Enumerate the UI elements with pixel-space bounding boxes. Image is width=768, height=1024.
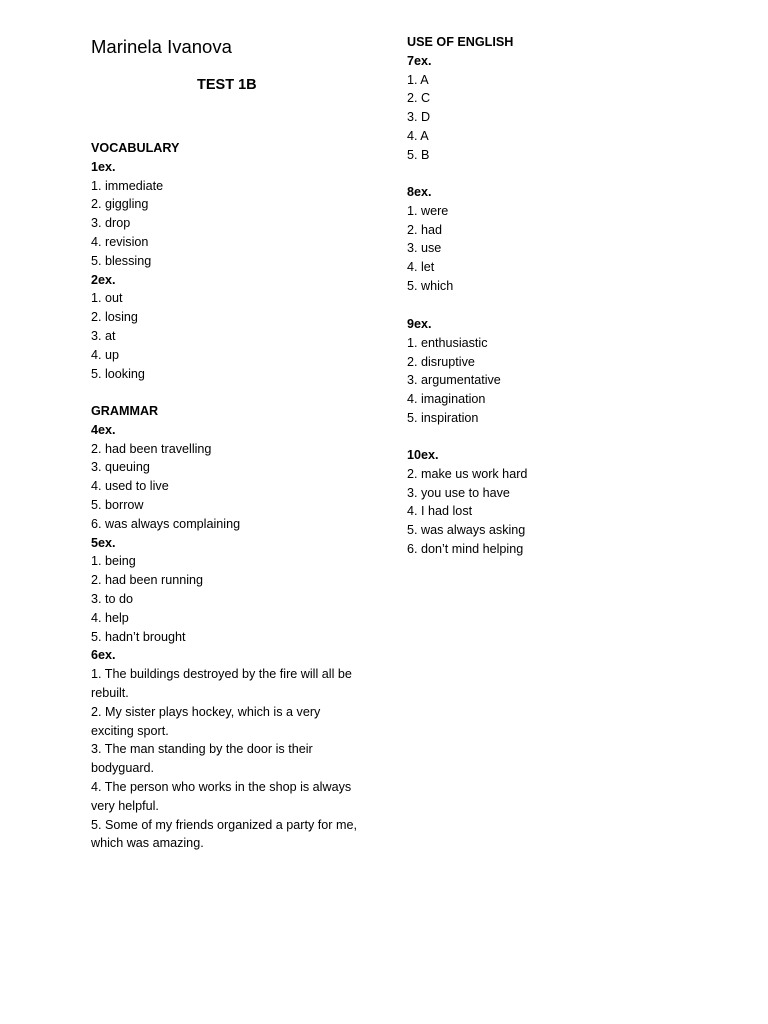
test-title: TEST 1B — [197, 77, 257, 93]
answer-line: 4. help — [91, 610, 129, 625]
answer-line: 3. to do — [91, 591, 134, 606]
answer-sentence: 1. The buildings destroyed by the fire will all be rebuilt. — [91, 667, 352, 700]
answer-line: 1. were — [407, 203, 449, 218]
answer-line: 6. was always complaining — [91, 516, 241, 531]
answer-line: 4. up — [91, 347, 120, 362]
answer-sentence: 4. The person who works in the shop is always very helpful. — [91, 779, 352, 813]
exercise-7-label: 7ex. — [407, 53, 432, 68]
answer-line: 2. disruptive — [407, 354, 475, 369]
exercise-5-label: 5ex. — [91, 535, 116, 550]
answer-line: 2. giggling — [91, 197, 149, 212]
exercise-10-label: 10ex. — [407, 448, 439, 462]
answer-line: 4. A — [407, 128, 429, 143]
exercise-4-label: 4ex. — [91, 422, 116, 437]
answer-line: 3. at — [91, 328, 116, 343]
answer-line: 1. A — [407, 72, 429, 87]
answer-line: 1. being — [91, 554, 136, 569]
answer-line: 2. had been running — [91, 573, 204, 588]
answer-sentence: 5. Some of my friends organized a party for me, which was amazing. — [91, 817, 357, 851]
answer-line: 1. immediate — [91, 178, 164, 193]
answer-line: 2. C — [407, 91, 431, 106]
answer-line: 3. drop — [91, 216, 131, 231]
answer-line: 5. hadn’t brought — [91, 629, 186, 644]
grammar-heading: GRAMMAR — [91, 404, 159, 418]
answer-line: 5. inspiration — [407, 410, 479, 425]
exercise-2-label: 2ex. — [91, 272, 116, 287]
exercise-8-block — [407, 183, 707, 296]
exercise-10-block — [407, 446, 707, 559]
answer-line: 2. had been travelling — [91, 441, 212, 456]
answer-line: 3. argumentative — [407, 373, 501, 388]
author-name: Marinela Ivanova — [91, 36, 232, 57]
answer-line: 5. borrow — [91, 497, 144, 512]
answer-line: 3. use — [407, 241, 442, 256]
exercise-9-label: 9ex. — [407, 317, 432, 331]
answer-line: 1. enthusiastic — [407, 335, 488, 350]
exercise-9-block — [407, 315, 707, 428]
use-of-english-heading: USE OF ENGLISH — [407, 35, 514, 49]
answer-sentence: 3. The man standing by the door is their bodyguard. — [91, 742, 313, 776]
use-of-english-section — [407, 33, 707, 165]
exercise-6-label: 6ex. — [91, 648, 116, 663]
answer-line: 5. B — [407, 147, 430, 162]
exercise-1-label: 1ex. — [91, 159, 116, 174]
answer-line: 4. let — [407, 260, 435, 275]
answer-line: 5. blessing — [91, 253, 152, 268]
answer-line: 3. you use to have — [407, 485, 510, 500]
answer-line: 5. looking — [91, 366, 145, 381]
vocabulary-heading: VOCABULARY — [91, 141, 180, 155]
answer-line: 4. I had lost — [407, 504, 473, 519]
answer-line: 4. revision — [91, 234, 149, 249]
answer-line: 5. was always asking — [407, 523, 526, 538]
answer-sentence: 2. My sister plays hockey, which is a very exciting sport. — [91, 704, 321, 738]
exercise-8-label: 8ex. — [407, 185, 432, 199]
answer-line: 4. used to live — [91, 479, 169, 494]
answer-line: 3. queuing — [91, 460, 150, 475]
answer-line: 2. losing — [91, 310, 138, 325]
answer-line: 6. don’t mind helping — [407, 541, 524, 556]
answer-line: 2. had — [407, 222, 443, 237]
answer-line: 3. D — [407, 110, 431, 125]
answer-line: 1. out — [91, 291, 123, 306]
vocabulary-section — [91, 139, 366, 383]
grammar-section — [91, 402, 366, 853]
answer-line: 4. imagination — [407, 392, 486, 407]
answer-line: 5. which — [407, 278, 454, 293]
answer-line: 2. make us work hard — [407, 466, 528, 481]
